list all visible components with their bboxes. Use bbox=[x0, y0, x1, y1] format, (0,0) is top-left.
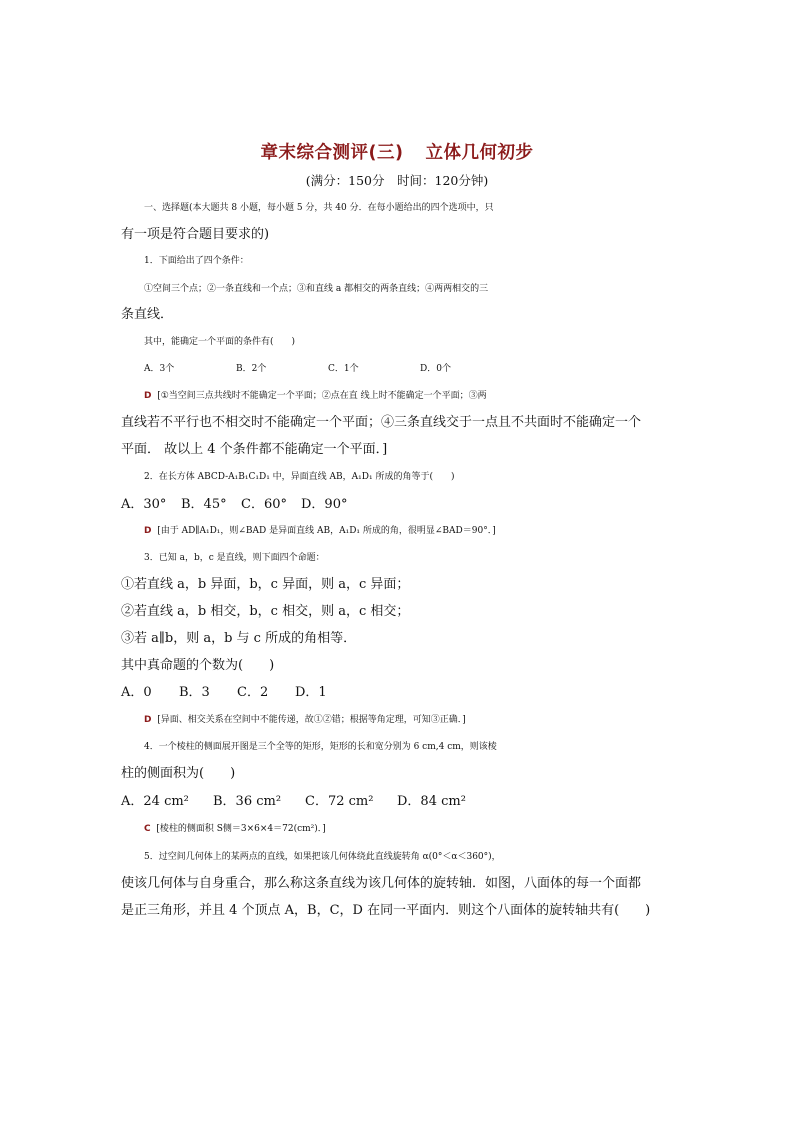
section-heading-line1: 一、选择题(本大题共 8 小题，每小题 5 分，共 40 分．在每小题给出的四个选项中，只 bbox=[144, 203, 494, 213]
q3-options bbox=[121, 684, 681, 702]
q4-explanation bbox=[144, 820, 704, 838]
q3-proposition-3: ③若 a∥b，则 a，b 与 c 所成的角相等． bbox=[121, 631, 357, 646]
q1-stem: 1．下面给出了四个条件： bbox=[144, 256, 249, 266]
q2-option-a: A．30° bbox=[121, 497, 167, 512]
section-heading-line2: 有一项是符合题目要求的) bbox=[121, 227, 270, 242]
q1-explanation-line2: 直线若不平行也不相交时不能确定一个平面；④三条直线交于一点且不共面时不能确定一个 bbox=[121, 415, 642, 430]
q4-stem-line2: 柱的侧面积为( ) bbox=[121, 766, 236, 781]
q3-option-c: C．2 bbox=[237, 685, 269, 700]
q1-condition-line2: 条直线． bbox=[121, 307, 174, 322]
q1-answer: D bbox=[144, 391, 152, 401]
q1-options bbox=[144, 360, 704, 378]
q5-stem-line2: 使该几何体与自身重合，那么称这条直线为该几何体的旋转轴．如图，八面体的每一个面都 bbox=[121, 876, 642, 891]
q3-option-d: D．1 bbox=[295, 685, 327, 700]
q3-stem: 3．已知 a，b，c 是直线，则下面四个命题： bbox=[144, 553, 325, 563]
q2-options bbox=[121, 496, 681, 514]
q1-question: 其中，能确定一个平面的条件有( ) bbox=[144, 337, 296, 347]
q3-option-b: B．3 bbox=[179, 685, 210, 700]
q3-proposition-2: ②若直线 a，b 相交，b，c 相交，则 a，c 相交； bbox=[121, 604, 410, 619]
q4-option-a: A．24 cm² bbox=[121, 794, 189, 809]
page-title bbox=[0, 139, 794, 164]
q4-explanation-text: [棱柱的侧面积 S侧＝3×6×4＝72(cm²)．] bbox=[156, 824, 326, 834]
q4-option-b: B．36 cm² bbox=[213, 794, 282, 809]
q1-option-d: D．0个 bbox=[420, 364, 451, 374]
q3-proposition-1: ①若直线 a，b 异面，b，c 异面，则 a，c 异面； bbox=[121, 577, 410, 592]
q3-question: 其中真命题的个数为( ) bbox=[121, 658, 275, 673]
q4-option-c: C．72 cm² bbox=[305, 794, 374, 809]
q1-option-c: C．1个 bbox=[328, 364, 359, 374]
q1-option-a: A．3个 bbox=[144, 364, 175, 374]
q3-option-a: A．0 bbox=[121, 685, 152, 700]
q2-explanation bbox=[144, 522, 704, 540]
q1-option-b: B．2个 bbox=[236, 364, 267, 374]
q4-option-d: D．84 cm² bbox=[397, 794, 466, 809]
q2-option-d: D．90° bbox=[301, 497, 348, 512]
title-part1: 章末综合测评(三) bbox=[260, 143, 404, 163]
q2-stem: 2．在长方体 ABCD-A₁B₁C₁D₁ 中，异面直线 AB，A₁D₁ 所成的角等于( ) bbox=[144, 472, 455, 482]
q3-explanation bbox=[144, 711, 704, 729]
q5-stem-line3: 是正三角形，并且 4 个顶点 A，B，C，D 在同一平面内．则这个八面体的旋转轴共有( ) bbox=[121, 903, 651, 918]
q4-options bbox=[121, 793, 681, 811]
q5-stem-line1: 5．过空间几何体上的某两点的直线，如果把该几何体绕此直线旋转角 α(0°＜α＜360°)， bbox=[144, 852, 501, 862]
q1-explanation-text1: [①当空间三点共线时不能确定一个平面；②点在直 线上时不能确定一个平面；③两 bbox=[157, 391, 487, 401]
q1-explanation-line3: 平面． 故以上 4 个条件都不能确定一个平面．] bbox=[121, 442, 388, 457]
q2-option-c: C．60° bbox=[241, 497, 287, 512]
q2-option-b: B．45° bbox=[181, 497, 227, 512]
page-subtitle: (满分：150分 时间：120分钟) bbox=[305, 173, 489, 188]
q2-explanation-text: [由于 AD∥A₁D₁，则∠BAD 是异面直线 AB，A₁D₁ 所成的角，很明显∠BAD＝90°．] bbox=[157, 526, 496, 536]
q1-condition-line1: ①空间三个点；②一条直线和一个点；③和直线 a 都相交的两条直线；④两两相交的三 bbox=[144, 284, 489, 294]
q2-answer: D bbox=[144, 526, 152, 536]
q4-stem-line1: 4．一个棱柱的侧面展开图是三个全等的矩形，矩形的长和宽分别为 6 cm,4 cm，则该棱 bbox=[144, 742, 497, 752]
title-part2: 立体几何初步 bbox=[425, 143, 534, 163]
q1-explanation-line1 bbox=[144, 387, 704, 405]
q4-answer: C bbox=[144, 824, 151, 834]
q3-explanation-text: [异面、相交关系在空间中不能传递，故①②错；根据等角定理，可知③正确．] bbox=[157, 715, 466, 725]
q3-answer: D bbox=[144, 715, 152, 725]
